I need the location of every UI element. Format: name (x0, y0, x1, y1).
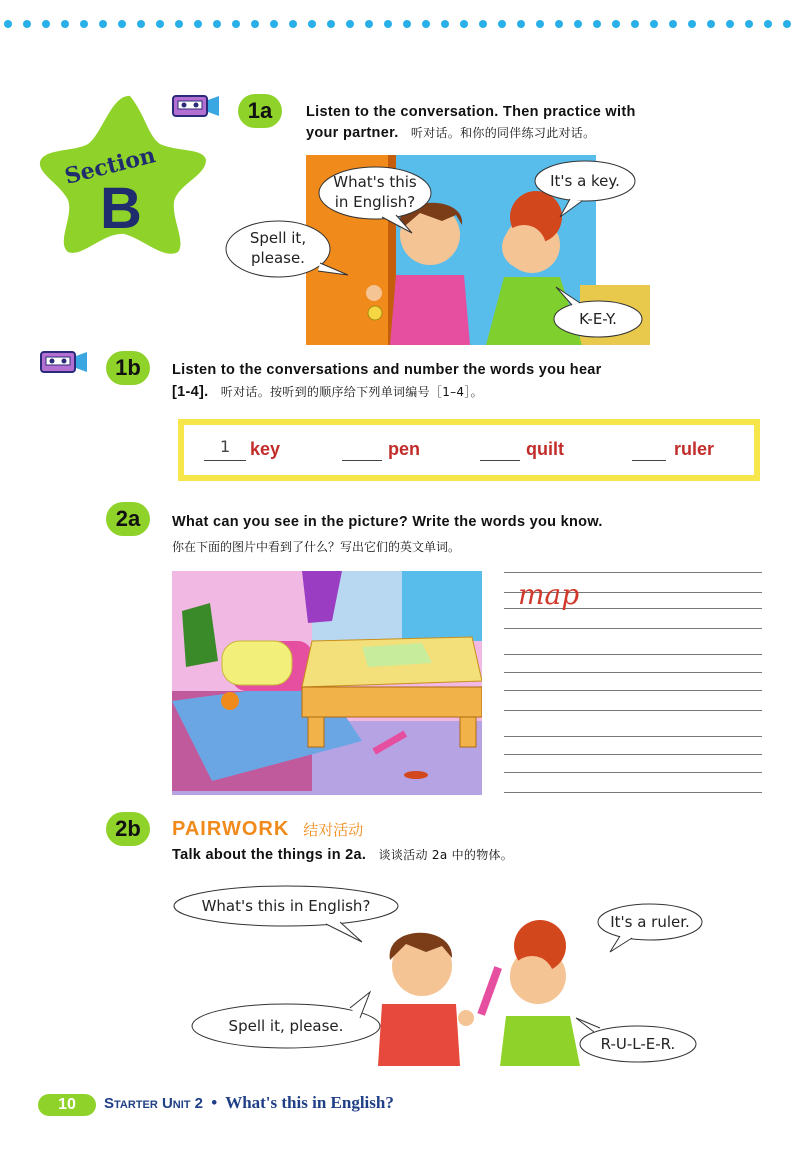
bedroom-illustration (172, 571, 482, 795)
answer-blank[interactable] (204, 459, 246, 461)
word-quilt: quilt (526, 439, 564, 459)
border-dot (194, 20, 202, 28)
border-dot (555, 20, 563, 28)
answer-blank[interactable] (342, 459, 382, 461)
bubble-text: What's this in English? (201, 897, 371, 915)
border-dot (441, 20, 449, 28)
instruction-1a-line1: Listen to the conversation. Then practice with (306, 104, 636, 120)
instruction-1b-line1: Listen to the conversations and number the words you hear (172, 362, 602, 378)
border-dot (707, 20, 715, 28)
exercise-badge-2a: 2a (106, 502, 150, 536)
border-dot (156, 20, 164, 28)
bubble-text: in English? (334, 193, 416, 211)
border-dot (384, 20, 392, 28)
speech-bubble (576, 1018, 696, 1062)
speech-bubble (174, 886, 398, 942)
instruction-2a-cn: 你在下面的图片中看到了什么？写出它们的英文单词。 (172, 540, 461, 554)
instruction-1b-line2: [1-4]. 听对话。按听到的顺序给下列单词编号［1–4］。 (172, 384, 483, 400)
border-dot (783, 20, 791, 28)
bubble-text: K-E-Y. (579, 310, 617, 328)
section-label: Section (62, 142, 159, 190)
border-dot (232, 20, 240, 28)
border-dot (327, 20, 335, 28)
illustration-2b (170, 880, 710, 1066)
border-dot (61, 20, 69, 28)
border-dot (270, 20, 278, 28)
border-dot (422, 20, 430, 28)
speech-bubble (598, 904, 702, 952)
word-pen: pen (388, 439, 421, 459)
border-dot (213, 20, 221, 28)
border-dot (517, 20, 525, 28)
border-dot (688, 20, 696, 28)
border-dot (308, 20, 316, 28)
answer-blank[interactable] (632, 459, 666, 461)
page-number: 10 (38, 1094, 96, 1116)
border-dot (631, 20, 639, 28)
border-dot (365, 20, 373, 28)
bubble-text: R-U-L-E-R. (600, 1035, 676, 1053)
border-dot (536, 20, 544, 28)
border-dot (346, 20, 354, 28)
section-letter: B (100, 176, 142, 241)
border-dot (403, 20, 411, 28)
word-key: key (250, 439, 281, 459)
border-dot (764, 20, 772, 28)
border-dot (42, 20, 50, 28)
border-dot (726, 20, 734, 28)
border-dot (4, 20, 12, 28)
border-dot (289, 20, 297, 28)
instruction-2b: Talk about the things in 2a. 谈谈活动 2a 中的物体。 (172, 847, 514, 863)
border-dot (574, 20, 582, 28)
bubble-text: Spell it, (249, 229, 307, 247)
pairwork-title: PAIRWORK 结对活动 (172, 818, 364, 840)
border-dot (137, 20, 145, 28)
border-dot (479, 20, 487, 28)
writing-lines[interactable] (504, 572, 762, 797)
answer-blank[interactable] (480, 459, 520, 461)
exercise-badge-1a: 1a (238, 94, 282, 128)
border-dot (99, 20, 107, 28)
bubble-text: It's a ruler. (610, 913, 690, 931)
border-dot (498, 20, 506, 28)
border-dot (612, 20, 620, 28)
exercise-badge-1b: 1b (106, 351, 150, 385)
border-dot (593, 20, 601, 28)
cassette-icon (172, 94, 220, 120)
bubble-text: Spell it, please. (228, 1017, 344, 1035)
border-dot (80, 20, 88, 28)
border-dot (118, 20, 126, 28)
footer-title: Starter Unit 2 • What's this in English? (104, 1093, 394, 1112)
border-dot (460, 20, 468, 28)
handwritten-answer: map (518, 578, 580, 611)
border-dot (251, 20, 259, 28)
illustration-1a (220, 155, 650, 345)
word-ruler: ruler (674, 439, 715, 459)
bubble-text: please. (251, 249, 305, 267)
exercise-badge-2b: 2b (106, 812, 150, 846)
border-dot (175, 20, 183, 28)
instruction-2a-en: What can you see in the picture? Write the words you know. (172, 514, 603, 530)
answer-number: 1 (220, 437, 231, 456)
border-dot (745, 20, 753, 28)
border-dot (650, 20, 658, 28)
bubble-text: It's a key. (550, 172, 620, 190)
word-list-box (178, 419, 760, 481)
cassette-icon (40, 350, 88, 376)
instruction-1a-line2: your partner. 听对话。和你的同伴练习此对话。 (306, 125, 596, 141)
top-dot-border (0, 16, 800, 32)
border-dot (23, 20, 31, 28)
bubble-text: What's this (333, 173, 417, 191)
border-dot (669, 20, 677, 28)
speech-bubble (192, 992, 380, 1048)
